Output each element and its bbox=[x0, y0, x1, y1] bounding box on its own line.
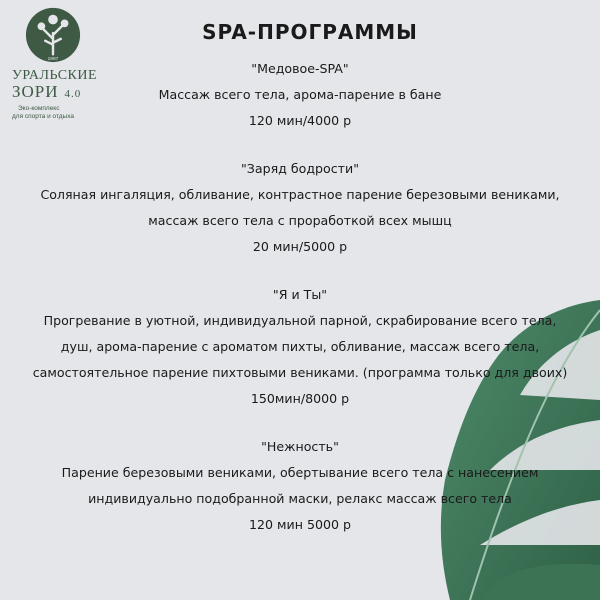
program-name: "Я и Ты" bbox=[272, 287, 328, 302]
program-name: "Медовое-SPA" bbox=[251, 61, 349, 76]
program-price: 120 мин/4000 р bbox=[248, 113, 352, 128]
program-description: Массаж всего тела, арома-парение в бане bbox=[158, 87, 442, 102]
program-item bbox=[0, 56, 600, 134]
program-list bbox=[0, 56, 600, 538]
brand-name-line2: ЗОРИ bbox=[12, 82, 59, 101]
program-name: "Нежность" bbox=[261, 439, 339, 454]
program-item bbox=[0, 434, 600, 538]
program-description: Парение березовыми вениками, обертывание всего тела с нанесением bbox=[61, 465, 539, 480]
brand-name-line1: УРАЛЬСКИЕ bbox=[12, 68, 98, 83]
program-item bbox=[0, 156, 600, 260]
brand-version: 4.0 bbox=[64, 88, 82, 100]
program-description: Соляная ингаляция, обливание, контрастное парение березовыми вениками, bbox=[40, 187, 560, 202]
program-description: массаж всего тела с проработкой всех мышц bbox=[148, 213, 452, 228]
program-item bbox=[0, 282, 600, 412]
brand-tagline1: Эко-комплекс bbox=[18, 105, 60, 112]
brand-tagline2: для спорта и отдыха bbox=[12, 113, 75, 120]
program-price: 150мин/8000 р bbox=[250, 391, 350, 406]
program-price: 120 мин 5000 р bbox=[248, 517, 351, 532]
program-description: Прогревание в уютной, индивидуальной парной, скрабирование всего тела, bbox=[43, 313, 557, 328]
program-name: "Заряд бодрости" bbox=[241, 161, 359, 176]
program-description: индивидуально подобранной маски, релакс массаж всего тела bbox=[88, 491, 512, 506]
program-description: душ, арома-парение с ароматом пихты, обливание, массаж всего тела, bbox=[60, 339, 540, 354]
logo-year: 1997 bbox=[47, 57, 59, 63]
page-title: SPA-ПРОГРАММЫ bbox=[202, 20, 418, 44]
program-price: 20 мин/5000 р bbox=[252, 239, 348, 254]
program-description: самостоятельное парение пихтовыми вениками. (программа только для двоих) bbox=[32, 365, 568, 380]
